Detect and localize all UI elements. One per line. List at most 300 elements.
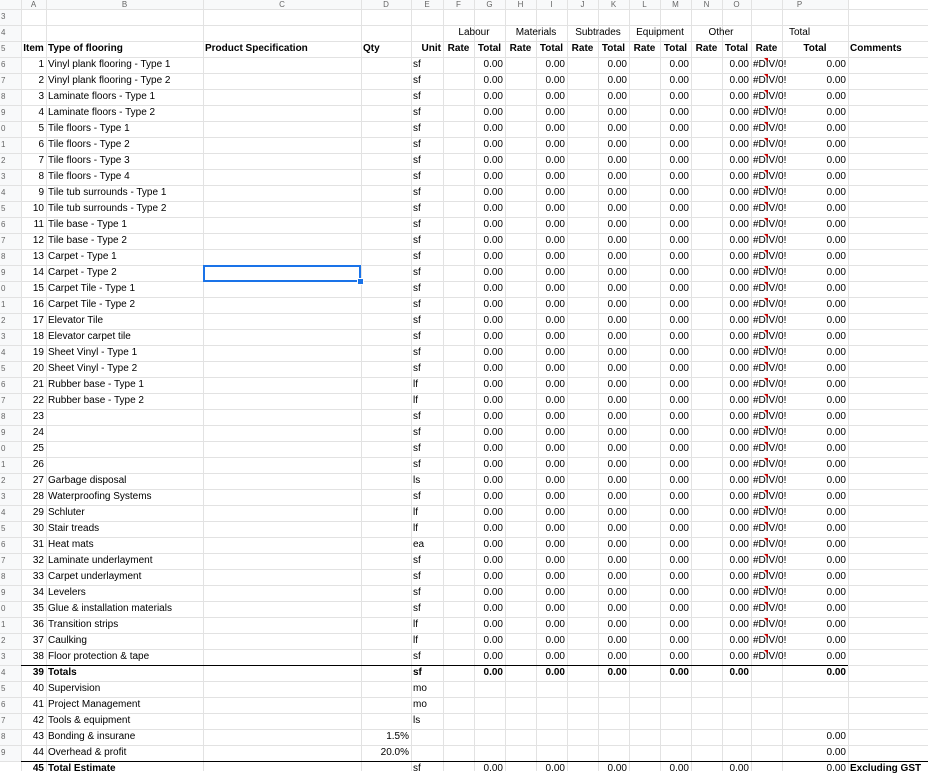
grand-total-cell[interactable]: 0.00	[826, 523, 846, 534]
total-cell[interactable]: 0.00	[545, 651, 565, 662]
grand-total-cell[interactable]: 0.00	[826, 331, 846, 342]
total-cell[interactable]: 0.00	[607, 251, 627, 262]
grand-total-cell[interactable]: 0.00	[826, 651, 846, 662]
unit-cell[interactable]: lf	[413, 395, 418, 406]
cost-total[interactable]	[782, 697, 848, 713]
total-cell[interactable]: 0.00	[607, 203, 627, 214]
total-cell[interactable]: 0.00	[669, 123, 689, 134]
total-cell[interactable]: 0.00	[545, 299, 565, 310]
column-header-k[interactable]: K	[598, 0, 629, 9]
total-cell[interactable]: 0.00	[729, 171, 749, 182]
total-cell[interactable]: 0.00	[669, 443, 689, 454]
unit-cell[interactable]: sf	[413, 331, 421, 342]
totals-cell[interactable]: 0.00	[545, 667, 565, 678]
column-header-e[interactable]: E	[411, 0, 443, 9]
total-cell[interactable]: 0.00	[545, 347, 565, 358]
grand-total-cell[interactable]: 0.00	[826, 235, 846, 246]
total-rate-error[interactable]: #DIV/0!	[751, 473, 782, 489]
total-cell[interactable]: 0.00	[483, 539, 503, 550]
row-header[interactable]: 7	[0, 73, 21, 89]
row-header[interactable]: 0	[0, 441, 21, 457]
unit-cell[interactable]: mo	[413, 683, 427, 694]
total-cell[interactable]: 0.00	[607, 155, 627, 166]
total-cell[interactable]: 0.00	[729, 347, 749, 358]
total-cell[interactable]: 0.00	[607, 475, 627, 486]
total-rate-error[interactable]: #DIV/0!	[751, 569, 782, 585]
total-cell[interactable]: 0.00	[545, 539, 565, 550]
total-rate-error[interactable]: #DIV/0!	[751, 265, 782, 281]
unit-cell[interactable]: sf	[413, 363, 421, 374]
unit-cell[interactable]: sf	[413, 411, 421, 422]
percentage-cell[interactable]	[361, 697, 411, 713]
total-cell[interactable]: 0.00	[669, 107, 689, 118]
flooring-type[interactable]: Laminate floors - Type 2	[48, 107, 156, 118]
row-header[interactable]: 8	[0, 569, 21, 585]
column-header-n[interactable]: N	[691, 0, 722, 9]
row-header[interactable]: 6	[0, 377, 21, 393]
grand-total-cell[interactable]: 0.00	[826, 139, 846, 150]
total-cell[interactable]: 0.00	[729, 91, 749, 102]
total-cell[interactable]: 0.00	[483, 395, 503, 406]
total-rate-error[interactable]: #DIV/0!	[751, 553, 782, 569]
grand-total-cell[interactable]: 0.00	[826, 411, 846, 422]
total-cell[interactable]: 0.00	[729, 235, 749, 246]
flooring-type[interactable]: Elevator carpet tile	[48, 331, 131, 342]
final-total-cell[interactable]: 0.00	[669, 763, 689, 774]
row-header[interactable]: 4	[0, 505, 21, 521]
total-cell[interactable]: 0.00	[607, 459, 627, 470]
flooring-type[interactable]	[46, 441, 203, 457]
total-cell[interactable]: 0.00	[483, 139, 503, 150]
row-header[interactable]: 6	[0, 217, 21, 233]
total-cell[interactable]: 0.00	[607, 187, 627, 198]
total-cell[interactable]: 0.00	[729, 203, 749, 214]
row-header[interactable]: 8	[0, 249, 21, 265]
flooring-type[interactable]: Tile floors - Type 2	[48, 139, 130, 150]
total-rate-error[interactable]: #DIV/0!	[751, 409, 782, 425]
total-cell[interactable]: 0.00	[669, 523, 689, 534]
grand-total-cell[interactable]: 0.00	[826, 443, 846, 454]
total-cell[interactable]: 0.00	[729, 59, 749, 70]
total-rate-error[interactable]: #DIV/0!	[751, 121, 782, 137]
grand-total-cell[interactable]: 0.00	[826, 59, 846, 70]
total-rate-error[interactable]: #DIV/0!	[751, 169, 782, 185]
total-cell[interactable]: 0.00	[607, 427, 627, 438]
total-cell[interactable]: 0.00	[729, 491, 749, 502]
column-header-j[interactable]: J	[567, 0, 598, 9]
total-rate-error[interactable]: #DIV/0!	[751, 505, 782, 521]
flooring-type[interactable]: Schluter	[48, 507, 85, 518]
flooring-type[interactable]: Tile tub surrounds - Type 1	[48, 187, 167, 198]
total-cell[interactable]: 0.00	[545, 571, 565, 582]
total-cell[interactable]: 0.00	[483, 587, 503, 598]
total-cell[interactable]: 0.00	[669, 475, 689, 486]
row-header[interactable]: 9	[0, 425, 21, 441]
total-cell[interactable]: 0.00	[483, 427, 503, 438]
totals-cell[interactable]: 0.00	[669, 667, 689, 678]
total-cell[interactable]: 0.00	[607, 587, 627, 598]
grand-total-cell[interactable]: 0.00	[826, 203, 846, 214]
total-cell[interactable]: 0.00	[607, 267, 627, 278]
total-cell[interactable]: 0.00	[729, 283, 749, 294]
total-cell[interactable]: 0.00	[607, 411, 627, 422]
unit-cell[interactable]: sf	[413, 459, 421, 470]
column-header-o[interactable]: O	[722, 0, 751, 9]
total-cell[interactable]: 0.00	[607, 507, 627, 518]
total-rate-error[interactable]: #DIV/0!	[751, 633, 782, 649]
row-header[interactable]: 4	[0, 185, 21, 201]
total-rate-error[interactable]: #DIV/0!	[751, 57, 782, 73]
final-total-cell[interactable]: 0.00	[729, 763, 749, 774]
total-cell[interactable]: 0.00	[669, 139, 689, 150]
total-cell[interactable]: 0.00	[607, 107, 627, 118]
total-cell[interactable]: 0.00	[545, 315, 565, 326]
row-header[interactable]: 7	[0, 393, 21, 409]
unit-cell[interactable]: ls	[413, 715, 421, 726]
total-rate-error[interactable]: #DIV/0!	[751, 441, 782, 457]
total-cell[interactable]: 0.00	[607, 651, 627, 662]
grand-total-cell[interactable]: 0.00	[826, 251, 846, 262]
column-header-g[interactable]: G	[474, 0, 505, 9]
row-header[interactable]: 9	[0, 585, 21, 601]
total-cell[interactable]: 0.00	[669, 619, 689, 630]
cost-total[interactable]: 0.00	[826, 731, 846, 742]
total-cell[interactable]: 0.00	[729, 251, 749, 262]
totals-cell[interactable]: 0.00	[729, 667, 749, 678]
percentage-cell[interactable]	[361, 681, 411, 697]
total-rate-error[interactable]: #DIV/0!	[751, 313, 782, 329]
unit-cell[interactable]: sf	[413, 427, 421, 438]
unit-cell[interactable]: sf	[413, 187, 421, 198]
unit-cell[interactable]: sf	[413, 555, 421, 566]
total-rate-error[interactable]: #DIV/0!	[751, 281, 782, 297]
total-cell[interactable]: 0.00	[669, 491, 689, 502]
total-cell[interactable]: 0.00	[669, 315, 689, 326]
total-cell[interactable]: 0.00	[607, 571, 627, 582]
total-cell[interactable]: 0.00	[669, 347, 689, 358]
total-rate-error[interactable]: #DIV/0!	[751, 361, 782, 377]
total-cell[interactable]: 0.00	[545, 379, 565, 390]
grand-total-cell[interactable]: 0.00	[826, 539, 846, 550]
unit-cell[interactable]: sf	[413, 219, 421, 230]
flooring-type[interactable]: Vinyl plank flooring - Type 2	[48, 75, 171, 86]
unit-cell[interactable]: lf	[413, 635, 418, 646]
unit-cell[interactable]: sf	[413, 139, 421, 150]
total-cell[interactable]: 0.00	[607, 443, 627, 454]
row-header[interactable]: 8	[0, 89, 21, 105]
column-header-d[interactable]: D	[361, 0, 411, 9]
total-rate-error[interactable]: #DIV/0!	[751, 393, 782, 409]
total-cell[interactable]: 0.00	[729, 459, 749, 470]
total-cell[interactable]: 0.00	[669, 235, 689, 246]
row-header[interactable]: 7	[0, 713, 21, 729]
flooring-type[interactable]: Carpet Tile - Type 2	[48, 299, 136, 310]
unit-cell[interactable]: sf	[413, 171, 421, 182]
flooring-type[interactable]: Carpet Tile - Type 1	[48, 283, 136, 294]
grand-total-cell[interactable]: 0.00	[826, 155, 846, 166]
total-rate-error[interactable]: #DIV/0!	[751, 537, 782, 553]
grand-total-cell[interactable]: 0.00	[826, 299, 846, 310]
grand-total-cell[interactable]: 0.00	[826, 107, 846, 118]
total-cell[interactable]: 0.00	[483, 187, 503, 198]
total-cell[interactable]: 0.00	[483, 299, 503, 310]
row-header[interactable]: 1	[0, 137, 21, 153]
column-header-h[interactable]: H	[505, 0, 536, 9]
grand-total-cell[interactable]: 0.00	[826, 379, 846, 390]
final-total-cell[interactable]: 0.00	[483, 763, 503, 774]
flooring-type[interactable]	[46, 409, 203, 425]
total-cell[interactable]: 0.00	[545, 603, 565, 614]
grand-total-cell[interactable]: 0.00	[826, 315, 846, 326]
grand-total-cell[interactable]: 0.00	[826, 219, 846, 230]
total-cell[interactable]: 0.00	[729, 635, 749, 646]
total-cell[interactable]: 0.00	[729, 507, 749, 518]
total-cell[interactable]: 0.00	[483, 603, 503, 614]
total-cell[interactable]: 0.00	[545, 411, 565, 422]
column-header-c[interactable]: C	[203, 0, 361, 9]
totals-cell[interactable]: 0.00	[607, 667, 627, 678]
flooring-type[interactable]: Levelers	[48, 587, 86, 598]
total-cell[interactable]: 0.00	[729, 315, 749, 326]
unit-cell[interactable]: lf	[413, 619, 418, 630]
total-cell[interactable]: 0.00	[729, 139, 749, 150]
total-cell[interactable]: 0.00	[729, 603, 749, 614]
column-header-f[interactable]: F	[443, 0, 474, 9]
total-cell[interactable]: 0.00	[545, 459, 565, 470]
total-cell[interactable]: 0.00	[545, 507, 565, 518]
total-cell[interactable]: 0.00	[545, 171, 565, 182]
flooring-type[interactable]: Carpet - Type 2	[48, 267, 117, 278]
total-rate-error[interactable]: #DIV/0!	[751, 345, 782, 361]
total-cell[interactable]: 0.00	[729, 363, 749, 374]
unit-cell[interactable]: mo	[413, 699, 427, 710]
total-rate-error[interactable]: #DIV/0!	[751, 153, 782, 169]
final-total-cell[interactable]: 0.00	[607, 763, 627, 774]
grand-total-cell[interactable]: 0.00	[826, 635, 846, 646]
total-cell[interactable]: 0.00	[607, 123, 627, 134]
percentage-cell[interactable]: 1.5%	[386, 731, 409, 742]
flooring-type[interactable]: Elevator Tile	[48, 315, 104, 326]
grand-total-cell[interactable]: 0.00	[826, 283, 846, 294]
total-cell[interactable]: 0.00	[545, 203, 565, 214]
total-cell[interactable]: 0.00	[669, 507, 689, 518]
total-cell[interactable]: 0.00	[669, 603, 689, 614]
unit-cell[interactable]: ea	[413, 539, 425, 550]
total-cell[interactable]: 0.00	[669, 59, 689, 70]
grand-total-cell[interactable]: 0.00	[826, 475, 846, 486]
unit-cell[interactable]: sf	[413, 107, 421, 118]
row-header[interactable]: 1	[0, 617, 21, 633]
row-header[interactable]: 5	[0, 681, 21, 697]
total-cell[interactable]: 0.00	[545, 331, 565, 342]
total-cell[interactable]: 0.00	[483, 651, 503, 662]
total-rate-error[interactable]: #DIV/0!	[751, 377, 782, 393]
flooring-type[interactable]: Caulking	[48, 635, 87, 646]
total-cell[interactable]: 0.00	[483, 475, 503, 486]
total-cell[interactable]: 0.00	[729, 443, 749, 454]
row-header[interactable]: 6	[0, 57, 21, 73]
total-cell[interactable]: 0.00	[545, 251, 565, 262]
flooring-type[interactable]: Waterproofing Systems	[48, 491, 152, 502]
unit-cell[interactable]: sf	[413, 491, 421, 502]
total-cell[interactable]: 0.00	[669, 251, 689, 262]
total-cell[interactable]: 0.00	[729, 75, 749, 86]
total-cell[interactable]: 0.00	[607, 635, 627, 646]
total-rate-error[interactable]: #DIV/0!	[751, 73, 782, 89]
row-header[interactable]: 2	[0, 313, 21, 329]
unit-cell[interactable]: sf	[413, 203, 421, 214]
row-header[interactable]: 0	[0, 281, 21, 297]
total-cell[interactable]: 0.00	[607, 395, 627, 406]
cost-label[interactable]: Bonding & insurane	[48, 731, 136, 742]
total-rate-error[interactable]: #DIV/0!	[751, 185, 782, 201]
total-cell[interactable]: 0.00	[545, 363, 565, 374]
total-cell[interactable]: 0.00	[483, 155, 503, 166]
total-cell[interactable]: 0.00	[669, 411, 689, 422]
unit-cell[interactable]: sf	[413, 299, 421, 310]
unit-cell[interactable]: sf	[413, 235, 421, 246]
total-rate-error[interactable]: #DIV/0!	[751, 297, 782, 313]
grand-total-cell[interactable]: 0.00	[826, 363, 846, 374]
total-cell[interactable]: 0.00	[545, 107, 565, 118]
total-cell[interactable]: 0.00	[607, 171, 627, 182]
unit-cell[interactable]: lf	[413, 379, 418, 390]
flooring-type[interactable]: Tile floors - Type 3	[48, 155, 130, 166]
unit-cell[interactable]: sf	[413, 571, 421, 582]
total-cell[interactable]: 0.00	[669, 555, 689, 566]
total-cell[interactable]: 0.00	[607, 555, 627, 566]
percentage-cell[interactable]: 20.0%	[380, 747, 409, 758]
flooring-type[interactable]: Sheet Vinyl - Type 2	[48, 363, 138, 374]
flooring-type[interactable]: Vinyl plank flooring - Type 1	[48, 59, 171, 70]
flooring-type[interactable]: Laminate floors - Type 1	[48, 91, 156, 102]
total-cell[interactable]: 0.00	[729, 107, 749, 118]
total-cell[interactable]: 0.00	[729, 299, 749, 310]
total-cell[interactable]: 0.00	[545, 555, 565, 566]
unit-cell[interactable]	[411, 729, 443, 745]
total-rate-error[interactable]: #DIV/0!	[751, 105, 782, 121]
total-cell[interactable]: 0.00	[607, 219, 627, 230]
total-cell[interactable]: 0.00	[607, 331, 627, 342]
total-cell[interactable]: 0.00	[669, 427, 689, 438]
total-cell[interactable]: 0.00	[483, 507, 503, 518]
row-header[interactable]: 4	[0, 25, 21, 41]
flooring-type[interactable]: Heat mats	[48, 539, 94, 550]
total-cell[interactable]: 0.00	[729, 651, 749, 662]
total-cell[interactable]: 0.00	[669, 651, 689, 662]
grand-total-cell[interactable]: 0.00	[826, 267, 846, 278]
total-cell[interactable]: 0.00	[607, 347, 627, 358]
total-cell[interactable]: 0.00	[729, 187, 749, 198]
column-header-p[interactable]: P	[751, 0, 848, 9]
total-cell[interactable]: 0.00	[729, 395, 749, 406]
total-cell[interactable]: 0.00	[669, 539, 689, 550]
total-cell[interactable]: 0.00	[483, 251, 503, 262]
row-header[interactable]: 5	[0, 201, 21, 217]
row-header[interactable]: 1	[0, 297, 21, 313]
total-cell[interactable]: 0.00	[545, 635, 565, 646]
row-header[interactable]: 9	[0, 265, 21, 281]
unit-cell[interactable]: sf	[413, 443, 421, 454]
total-cell[interactable]: 0.00	[669, 587, 689, 598]
selected-cell[interactable]	[203, 265, 361, 282]
column-header-i[interactable]: I	[536, 0, 567, 9]
total-rate-error[interactable]: #DIV/0!	[751, 457, 782, 473]
cost-label[interactable]: Overhead & profit	[48, 747, 127, 758]
total-cell[interactable]: 0.00	[607, 91, 627, 102]
flooring-type[interactable]: Stair treads	[48, 523, 100, 534]
total-cell[interactable]: 0.00	[483, 555, 503, 566]
fill-handle[interactable]	[357, 278, 364, 285]
flooring-type[interactable]: Glue & installation materials	[48, 603, 172, 614]
row-header[interactable]: 0	[0, 121, 21, 137]
unit-cell[interactable]: lf	[413, 507, 418, 518]
total-cell[interactable]: 0.00	[483, 203, 503, 214]
row-header[interactable]: 3	[0, 169, 21, 185]
unit-cell[interactable]: sf	[413, 251, 421, 262]
total-cell[interactable]: 0.00	[483, 123, 503, 134]
percentage-cell[interactable]	[361, 713, 411, 729]
total-cell[interactable]: 0.00	[669, 187, 689, 198]
row-header[interactable]: 3	[0, 649, 21, 665]
cost-total[interactable]	[782, 681, 848, 697]
unit-cell[interactable]: sf	[413, 91, 421, 102]
total-cell[interactable]: 0.00	[729, 619, 749, 630]
total-cell[interactable]: 0.00	[669, 299, 689, 310]
total-cell[interactable]: 0.00	[729, 523, 749, 534]
total-rate-error[interactable]: #DIV/0!	[751, 601, 782, 617]
total-cell[interactable]: 0.00	[483, 267, 503, 278]
total-cell[interactable]: 0.00	[545, 267, 565, 278]
total-cell[interactable]: 0.00	[669, 75, 689, 86]
row-header[interactable]: 5	[0, 41, 21, 57]
cost-total[interactable]	[782, 713, 848, 729]
grand-total-cell[interactable]: 0.00	[826, 603, 846, 614]
total-rate-error[interactable]: #DIV/0!	[751, 217, 782, 233]
column-header-m[interactable]: M	[660, 0, 691, 9]
total-cell[interactable]: 0.00	[729, 587, 749, 598]
total-rate-error[interactable]: #DIV/0!	[751, 585, 782, 601]
flooring-type[interactable]	[46, 425, 203, 441]
total-rate-error[interactable]: #DIV/0!	[751, 137, 782, 153]
flooring-type[interactable]: Transition strips	[48, 619, 119, 630]
row-header[interactable]: 3	[0, 489, 21, 505]
total-cell[interactable]: 0.00	[669, 571, 689, 582]
total-cell[interactable]: 0.00	[545, 475, 565, 486]
total-rate-error[interactable]: #DIV/0!	[751, 649, 782, 665]
total-cell[interactable]: 0.00	[669, 267, 689, 278]
grand-total-cell[interactable]: 0.00	[826, 619, 846, 630]
total-cell[interactable]: 0.00	[483, 459, 503, 470]
row-header[interactable]: 4	[0, 345, 21, 361]
total-rate-error[interactable]: #DIV/0!	[751, 489, 782, 505]
row-header[interactable]: 3	[0, 329, 21, 345]
grand-total-cell[interactable]: 0.00	[826, 187, 846, 198]
row-header[interactable]: 9	[0, 105, 21, 121]
total-cell[interactable]: 0.00	[729, 555, 749, 566]
total-cell[interactable]: 0.00	[607, 283, 627, 294]
total-cell[interactable]: 0.00	[545, 283, 565, 294]
total-cell[interactable]: 0.00	[607, 75, 627, 86]
column-header-corner[interactable]	[0, 0, 21, 9]
total-cell[interactable]: 0.00	[607, 139, 627, 150]
row-header[interactable]: 7	[0, 233, 21, 249]
flooring-type[interactable]: Carpet - Type 1	[48, 251, 117, 262]
total-cell[interactable]: 0.00	[483, 315, 503, 326]
total-cell[interactable]: 0.00	[729, 219, 749, 230]
grand-total-cell[interactable]: 0.00	[826, 347, 846, 358]
total-cell[interactable]: 0.00	[483, 363, 503, 374]
